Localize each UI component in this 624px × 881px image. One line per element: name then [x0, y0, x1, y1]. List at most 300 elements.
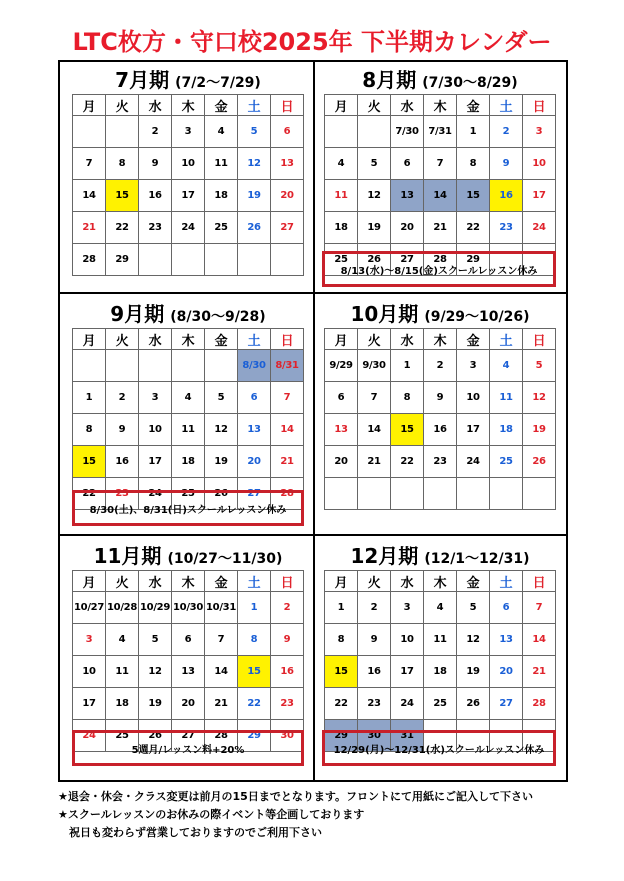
day-cell: 22	[238, 688, 271, 720]
footer-line: ★退会・休会・クラス変更は前月の15日までとなります。フロントにて用紙にご記入して下さい	[58, 790, 533, 803]
day-cell: 9	[358, 624, 391, 656]
day-cell: 9	[271, 624, 304, 656]
day-cell: 3	[457, 350, 490, 382]
weekday-label: 土	[490, 329, 523, 350]
weekday-label: 土	[238, 329, 271, 350]
day-cell: 8/31	[271, 350, 304, 382]
day-cell: 15	[73, 446, 106, 478]
weekday-label: 金	[457, 329, 490, 350]
day-cell: 8	[457, 148, 490, 180]
day-cell: 24	[457, 446, 490, 478]
day-cell: 21	[424, 212, 457, 244]
day-cell: 8	[391, 382, 424, 414]
weekday-label: 金	[457, 571, 490, 592]
fee-note: 5週月/レッスン料+20%	[72, 730, 304, 766]
day-cell: 18	[424, 656, 457, 688]
day-cell: 10/31	[205, 592, 238, 624]
week-row	[325, 180, 556, 212]
weekday-label: 木	[172, 329, 205, 350]
day-cell: 20	[490, 656, 523, 688]
day-cell: 5	[238, 116, 271, 148]
day-cell: 23	[271, 688, 304, 720]
weekday-label: 土	[238, 95, 271, 116]
month-range: (10/27～11/30)	[167, 551, 283, 567]
day-cell: 19	[523, 414, 556, 446]
day-cell: 16	[490, 180, 523, 212]
month-title	[72, 298, 304, 328]
day-cell: 19	[205, 446, 238, 478]
day-cell: 1	[457, 116, 490, 148]
day-cell: 14	[73, 180, 106, 212]
day-cell: 25	[424, 688, 457, 720]
closure-note: 12/29(月)～12/31(水)スクールレッスン休み	[322, 730, 556, 766]
day-cell: 13	[490, 624, 523, 656]
day-cell: 18	[490, 414, 523, 446]
day-cell: 6	[238, 382, 271, 414]
day-cell	[457, 478, 490, 510]
day-cell: 7	[205, 624, 238, 656]
day-cell: 2	[424, 350, 457, 382]
weekday-label: 金	[205, 571, 238, 592]
day-cell: 10/27	[73, 592, 106, 624]
day-cell: 12	[358, 180, 391, 212]
day-cell	[325, 116, 358, 148]
day-cell: 14	[424, 180, 457, 212]
day-cell: 27	[391, 244, 424, 276]
month-name: 9月期	[110, 302, 165, 326]
weekday-label: 木	[424, 571, 457, 592]
day-cell: 14	[358, 414, 391, 446]
week-row	[325, 212, 556, 244]
day-cell: 11	[325, 180, 358, 212]
week-row	[325, 624, 556, 656]
day-cell: 8	[73, 414, 106, 446]
day-cell: 11	[205, 148, 238, 180]
divider	[58, 534, 568, 536]
weekday-label: 木	[424, 95, 457, 116]
day-cell: 7	[358, 382, 391, 414]
month-name: 11月期	[93, 544, 162, 568]
footer-line: 祝日も変わらず営業しておりますのでご利用下さい	[58, 826, 322, 839]
weekday-label: 火	[106, 571, 139, 592]
day-cell: 15	[238, 656, 271, 688]
day-cell: 5	[457, 592, 490, 624]
weekday-label: 金	[205, 329, 238, 350]
day-cell: 2	[271, 592, 304, 624]
month-range: (9/29～10/26)	[424, 309, 530, 325]
day-cell: 17	[391, 656, 424, 688]
day-cell: 4	[172, 382, 205, 414]
day-cell: 25	[490, 446, 523, 478]
day-cell: 11	[424, 624, 457, 656]
day-cell: 22	[391, 446, 424, 478]
month-calendar	[72, 570, 304, 752]
weekday-label: 火	[358, 329, 391, 350]
day-cell: 19	[238, 180, 271, 212]
weekday-label: 日	[523, 95, 556, 116]
day-cell: 5	[205, 382, 238, 414]
day-cell: 13	[238, 414, 271, 446]
day-cell: 26	[238, 212, 271, 244]
day-cell	[325, 478, 358, 510]
weekday-label: 水	[391, 571, 424, 592]
month-calendar	[324, 328, 556, 510]
day-cell: 7	[523, 592, 556, 624]
day-cell: 21	[271, 446, 304, 478]
day-cell: 30	[271, 720, 304, 752]
day-cell: 22	[457, 212, 490, 244]
day-cell	[391, 478, 424, 510]
weekday-label: 土	[490, 571, 523, 592]
day-cell: 24	[172, 212, 205, 244]
day-cell: 21	[205, 688, 238, 720]
week-row	[73, 624, 304, 656]
day-cell	[523, 478, 556, 510]
day-cell: 23	[106, 478, 139, 510]
month-calendar	[72, 94, 304, 276]
day-cell: 10	[172, 148, 205, 180]
day-cell: 7/31	[424, 116, 457, 148]
day-cell: 12	[523, 382, 556, 414]
day-cell: 29	[106, 244, 139, 276]
day-cell: 13	[391, 180, 424, 212]
day-cell: 21	[358, 446, 391, 478]
day-cell: 16	[271, 656, 304, 688]
day-cell: 3	[73, 624, 106, 656]
weekday-label: 日	[271, 571, 304, 592]
day-cell: 4	[424, 592, 457, 624]
weekday-label: 月	[73, 95, 106, 116]
day-cell: 30	[358, 720, 391, 752]
day-cell: 3	[172, 116, 205, 148]
day-cell: 1	[391, 350, 424, 382]
day-cell	[271, 244, 304, 276]
day-cell: 10	[523, 148, 556, 180]
day-cell: 29	[325, 720, 358, 752]
weekday-label: 水	[139, 571, 172, 592]
month-title	[72, 540, 304, 570]
weekday-label: 木	[424, 329, 457, 350]
week-row	[325, 656, 556, 688]
day-cell: 12	[238, 148, 271, 180]
day-cell: 2	[490, 116, 523, 148]
day-cell: 8	[238, 624, 271, 656]
day-cell: 6	[172, 624, 205, 656]
day-cell	[358, 116, 391, 148]
day-cell: 1	[325, 592, 358, 624]
weekday-label: 水	[139, 329, 172, 350]
day-cell: 25	[106, 720, 139, 752]
day-cell: 26	[139, 720, 172, 752]
day-cell: 2	[106, 382, 139, 414]
weekday-label: 月	[73, 329, 106, 350]
month-range: (7/30～8/29)	[422, 75, 518, 91]
day-cell: 15	[325, 656, 358, 688]
day-cell: 12	[139, 656, 172, 688]
week-row	[73, 382, 304, 414]
weekday-label: 火	[358, 95, 391, 116]
day-cell: 31	[391, 720, 424, 752]
day-cell: 18	[205, 180, 238, 212]
day-cell: 12	[205, 414, 238, 446]
weekday-label: 月	[325, 571, 358, 592]
day-cell: 11	[490, 382, 523, 414]
day-cell: 10/29	[139, 592, 172, 624]
day-cell: 3	[523, 116, 556, 148]
day-cell: 5	[139, 624, 172, 656]
day-cell: 1	[73, 382, 106, 414]
month-name: 12月期	[350, 544, 419, 568]
weekday-label: 金	[205, 95, 238, 116]
day-cell: 9/29	[325, 350, 358, 382]
day-cell: 20	[325, 446, 358, 478]
month-name: 10月期	[350, 302, 419, 326]
day-cell: 5	[523, 350, 556, 382]
day-cell: 2	[139, 116, 172, 148]
day-cell: 10/30	[172, 592, 205, 624]
day-cell: 9/30	[358, 350, 391, 382]
day-cell: 17	[457, 414, 490, 446]
day-cell: 16	[139, 180, 172, 212]
week-row	[325, 414, 556, 446]
day-cell: 20	[271, 180, 304, 212]
week-row	[73, 656, 304, 688]
month-range: (12/1～12/31)	[424, 551, 530, 567]
day-cell: 6	[271, 116, 304, 148]
day-cell: 26	[523, 446, 556, 478]
day-cell: 23	[424, 446, 457, 478]
day-cell: 19	[457, 656, 490, 688]
day-cell: 20	[172, 688, 205, 720]
weekday-label: 火	[106, 329, 139, 350]
day-cell: 18	[106, 688, 139, 720]
day-cell: 21	[73, 212, 106, 244]
day-cell: 3	[391, 592, 424, 624]
day-cell: 3	[139, 382, 172, 414]
day-cell: 15	[391, 414, 424, 446]
day-cell	[358, 478, 391, 510]
day-cell	[238, 244, 271, 276]
day-cell: 29	[457, 244, 490, 276]
day-cell: 8	[106, 148, 139, 180]
day-cell: 28	[205, 720, 238, 752]
day-cell: 7/30	[391, 116, 424, 148]
month-title	[324, 298, 556, 328]
day-cell: 21	[523, 656, 556, 688]
day-cell: 28	[523, 688, 556, 720]
day-cell: 17	[73, 688, 106, 720]
week-row	[73, 244, 304, 276]
week-row	[325, 688, 556, 720]
weekday-label: 木	[172, 95, 205, 116]
weekday-header	[73, 329, 304, 350]
day-cell: 13	[325, 414, 358, 446]
closure-note: 8/13(水)～8/15(金)スクールレッスン休み	[322, 251, 556, 287]
month-range: (7/2～7/29)	[175, 75, 261, 91]
day-cell: 14	[523, 624, 556, 656]
weekday-label: 土	[238, 571, 271, 592]
day-cell: 22	[325, 688, 358, 720]
weekday-label: 水	[391, 95, 424, 116]
day-cell	[139, 350, 172, 382]
day-cell: 9	[490, 148, 523, 180]
week-row	[73, 446, 304, 478]
week-row	[325, 148, 556, 180]
day-cell: 8/30	[238, 350, 271, 382]
day-cell: 26	[457, 688, 490, 720]
day-cell: 26	[358, 244, 391, 276]
day-cell	[205, 350, 238, 382]
weekday-label: 月	[325, 329, 358, 350]
week-row	[73, 592, 304, 624]
day-cell: 28	[424, 244, 457, 276]
day-cell: 4	[490, 350, 523, 382]
week-row	[73, 116, 304, 148]
weekday-label: 日	[523, 329, 556, 350]
weekday-header	[325, 329, 556, 350]
day-cell: 9	[139, 148, 172, 180]
day-cell	[139, 244, 172, 276]
day-cell: 10	[391, 624, 424, 656]
day-cell: 10	[73, 656, 106, 688]
day-cell: 25	[205, 212, 238, 244]
month-title	[72, 64, 304, 94]
weekday-header	[325, 95, 556, 116]
day-cell: 10	[139, 414, 172, 446]
weekday-label: 水	[391, 329, 424, 350]
day-cell: 10/28	[106, 592, 139, 624]
day-cell	[172, 350, 205, 382]
day-cell: 9	[106, 414, 139, 446]
weekday-label: 火	[358, 571, 391, 592]
day-cell: 27	[238, 478, 271, 510]
week-row	[325, 350, 556, 382]
weekday-label: 土	[490, 95, 523, 116]
day-cell: 12	[457, 624, 490, 656]
day-cell: 19	[139, 688, 172, 720]
day-cell: 14	[205, 656, 238, 688]
month-name: 8月期	[362, 68, 417, 92]
weekday-header	[325, 571, 556, 592]
weekday-label: 月	[73, 571, 106, 592]
day-cell: 24	[139, 478, 172, 510]
day-cell: 15	[457, 180, 490, 212]
week-row	[325, 116, 556, 148]
day-cell: 24	[391, 688, 424, 720]
day-cell: 6	[391, 148, 424, 180]
day-cell: 4	[106, 624, 139, 656]
month-calendar	[324, 94, 556, 276]
day-cell: 16	[358, 656, 391, 688]
day-cell: 15	[106, 180, 139, 212]
month-calendar	[72, 328, 304, 510]
day-cell: 17	[523, 180, 556, 212]
day-cell: 10	[457, 382, 490, 414]
week-row	[73, 688, 304, 720]
day-cell	[73, 350, 106, 382]
week-row	[73, 414, 304, 446]
day-cell: 6	[490, 592, 523, 624]
day-cell: 27	[271, 212, 304, 244]
weekday-label: 火	[106, 95, 139, 116]
weekday-header	[73, 95, 304, 116]
day-cell	[73, 116, 106, 148]
footer-line: ★スクールレッスンのお休みの際イベント等企画しております	[58, 808, 365, 821]
day-cell	[106, 116, 139, 148]
day-cell: 20	[391, 212, 424, 244]
weekday-label: 水	[139, 95, 172, 116]
day-cell: 19	[358, 212, 391, 244]
day-cell: 27	[172, 720, 205, 752]
day-cell: 17	[139, 446, 172, 478]
day-cell: 29	[238, 720, 271, 752]
day-cell: 1	[238, 592, 271, 624]
day-cell: 22	[106, 212, 139, 244]
day-cell	[490, 478, 523, 510]
day-cell: 17	[172, 180, 205, 212]
day-cell: 4	[325, 148, 358, 180]
day-cell: 25	[325, 244, 358, 276]
day-cell: 13	[271, 148, 304, 180]
day-cell: 8	[325, 624, 358, 656]
day-cell: 28	[73, 244, 106, 276]
day-cell: 22	[73, 478, 106, 510]
day-cell: 11	[172, 414, 205, 446]
day-cell: 27	[490, 688, 523, 720]
month-calendar	[324, 570, 556, 752]
page-title: LTC枚方・守口校2025年 下半期カレンダー	[72, 28, 552, 56]
day-cell: 26	[205, 478, 238, 510]
day-cell: 5	[358, 148, 391, 180]
week-row	[325, 478, 556, 510]
weekday-label: 日	[523, 571, 556, 592]
day-cell	[424, 478, 457, 510]
day-cell: 23	[139, 212, 172, 244]
month-name: 7月期	[115, 68, 170, 92]
day-cell: 18	[325, 212, 358, 244]
day-cell: 24	[523, 212, 556, 244]
footer-notes	[58, 788, 533, 842]
weekday-label: 月	[325, 95, 358, 116]
weekday-label: 金	[457, 95, 490, 116]
day-cell	[106, 350, 139, 382]
day-cell	[205, 244, 238, 276]
week-row	[73, 180, 304, 212]
day-cell	[172, 244, 205, 276]
closure-note: 8/30(土)、8/31(日)スクールレッスン休み	[72, 490, 304, 526]
week-row	[325, 592, 556, 624]
month-title	[324, 64, 556, 94]
week-row	[73, 350, 304, 382]
day-cell: 23	[358, 688, 391, 720]
day-cell: 16	[106, 446, 139, 478]
day-cell: 25	[172, 478, 205, 510]
day-cell: 2	[358, 592, 391, 624]
day-cell: 14	[271, 414, 304, 446]
day-cell: 13	[172, 656, 205, 688]
day-cell: 20	[238, 446, 271, 478]
day-cell: 7	[271, 382, 304, 414]
day-cell: 7	[424, 148, 457, 180]
weekday-header	[73, 571, 304, 592]
day-cell: 28	[271, 478, 304, 510]
day-cell: 9	[424, 382, 457, 414]
day-cell: 18	[172, 446, 205, 478]
day-cell: 11	[106, 656, 139, 688]
day-cell: 4	[205, 116, 238, 148]
day-cell: 16	[424, 414, 457, 446]
day-cell: 23	[490, 212, 523, 244]
